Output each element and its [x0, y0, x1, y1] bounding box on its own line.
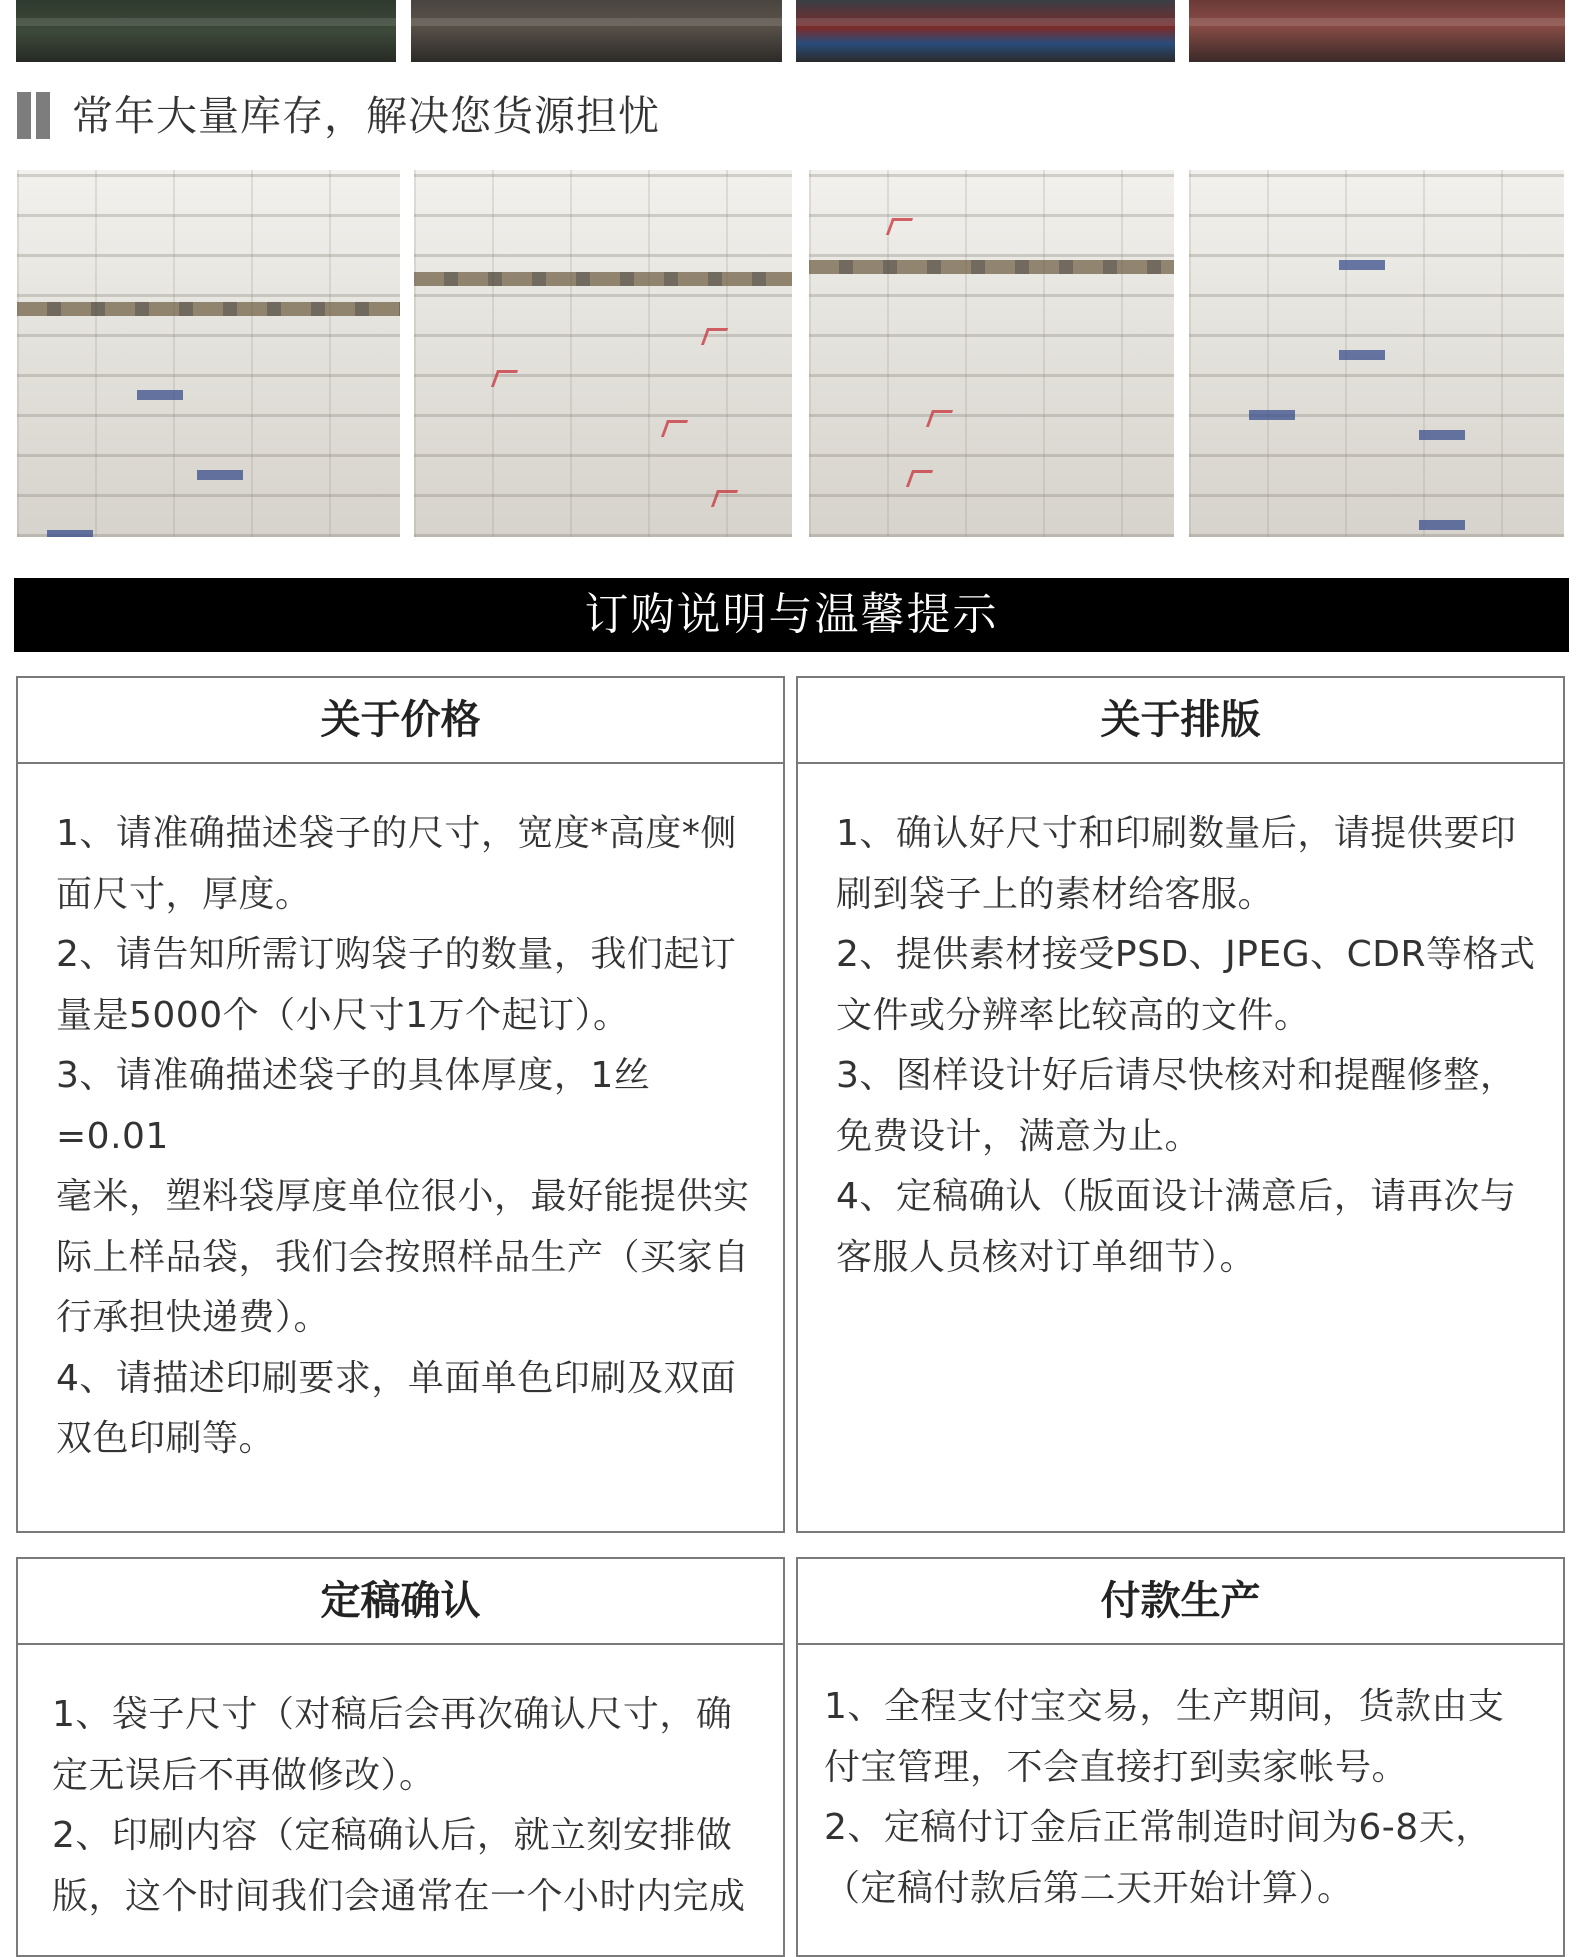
layout-box-body: [836, 804, 1537, 1288]
confirm-line: 版，这个时间我们会通常在一个小时内完成: [52, 1875, 746, 1917]
stock-section-title: 常年大量库存，解决您货源担忧: [72, 92, 660, 140]
layout-line: 免费设计，满意为止。: [836, 1115, 1202, 1157]
price-line: 1、请准确描述袋子的尺寸，宽度*高度*侧: [56, 813, 737, 854]
layout-line: 客服人员核对订单细节）。: [836, 1236, 1257, 1278]
factory-photo-2: [411, 0, 782, 62]
price-line: 3、请准确描述袋子的具体厚度，1丝=0.01: [56, 1055, 651, 1157]
price-line: 际上样品袋，我们会按照样品生产（买家自: [56, 1236, 750, 1278]
price-line: 毫米，塑料袋厚度单位很小，最好能提供实: [56, 1176, 750, 1217]
factory-photo-3: [796, 0, 1175, 62]
layout-line: 4、定稿确认（版面设计满意后，请再次与: [836, 1176, 1517, 1217]
payment-line: 1、全程支付宝交易，生产期间，货款由支: [824, 1686, 1505, 1727]
layout-box: [796, 676, 1565, 1533]
payment-box-title: 付款生产: [798, 1559, 1563, 1645]
price-line: 2、请告知所需订购袋子的数量，我们起订: [56, 934, 737, 975]
factory-photo-4: [1189, 0, 1565, 62]
price-box-body: [56, 804, 757, 1470]
stock-photo-2: [414, 170, 792, 537]
price-line: 量是5000个（小尺寸1万个起订）。: [56, 994, 630, 1036]
layout-line: 3、图样设计好后请尽快核对和提醒修整，: [836, 1055, 1517, 1096]
confirm-line: 定无误后不再做修改）。: [52, 1754, 436, 1796]
layout-line: 刷到袋子上的素材给客服。: [836, 873, 1275, 915]
confirm-box: [16, 1557, 785, 1957]
stock-photo-3: [809, 170, 1174, 537]
layout-box-title: 关于排版: [798, 678, 1563, 764]
payment-line: 付宝管理，不会直接打到卖家帐号。: [824, 1746, 1409, 1788]
payment-line: （定稿付款后第二天开始计算）。: [824, 1867, 1354, 1909]
heading-bar-icon: [17, 92, 31, 139]
price-line: 双色印刷等。: [56, 1418, 276, 1459]
confirm-line: 1、袋子尺寸（对稿后会再次确认尺寸，确: [52, 1694, 733, 1735]
confirm-box-title: 定稿确认: [18, 1559, 783, 1645]
stock-photo-1: [17, 170, 400, 537]
factory-photo-1: [16, 0, 396, 62]
stock-photo-4: [1189, 170, 1564, 537]
confirm-box-body: [52, 1685, 757, 1927]
price-line: 行承担快递费）。: [56, 1297, 331, 1338]
price-line: 面尺寸，厚度。: [56, 873, 312, 915]
confirm-line: 2、印刷内容（定稿确认后，就立刻安排做: [52, 1815, 733, 1856]
price-line: 4、请描述印刷要求，单面单色印刷及双面: [56, 1357, 737, 1399]
layout-line: 文件或分辨率比较高的文件。: [836, 994, 1311, 1036]
price-box: [16, 676, 785, 1533]
price-box-title: 关于价格: [18, 678, 783, 764]
payment-box: [796, 1557, 1565, 1957]
layout-line: 1、确认好尺寸和印刷数量后，请提供要印: [836, 813, 1517, 854]
order-notice-banner: 订购说明与温馨提示: [14, 578, 1569, 652]
payment-box-body: [824, 1677, 1537, 1919]
payment-line: 2、定稿付订金后正常制造时间为6-8天，: [824, 1807, 1492, 1848]
heading-bar-icon: [36, 92, 50, 139]
layout-line: 2、提供素材接受PSD、JPEG、CDR等格式: [836, 934, 1536, 975]
